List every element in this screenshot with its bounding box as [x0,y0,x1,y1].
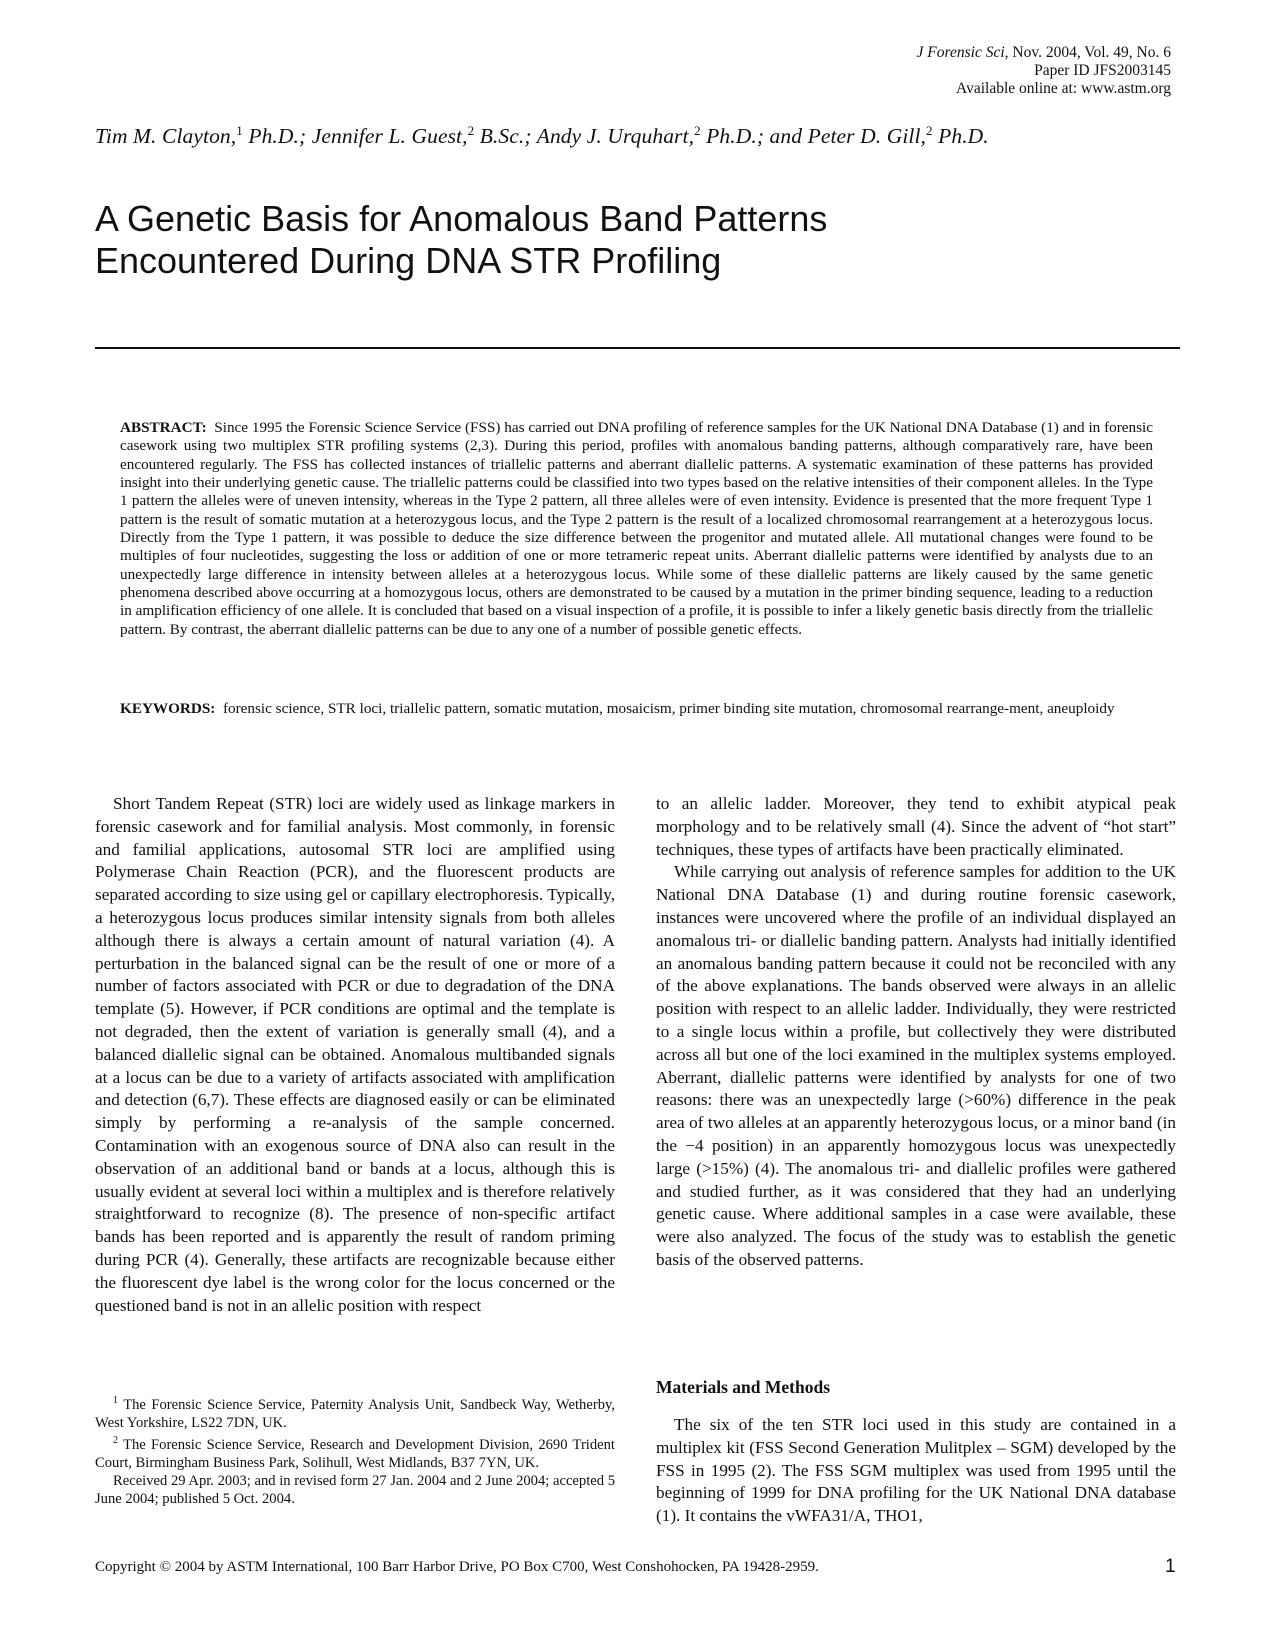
availability-note: Available online at: www.astm.org [956,80,1171,97]
footnotes [95,1392,615,1508]
copyright-notice: Copyright © 2004 by ASTM International, 100 Barr Harbor Drive, PO Box C700, West Conshohocken, PA 19428-2959. [95,1559,819,1575]
journal-issue: , Nov. 2004, Vol. 49, No. 6 [1004,44,1171,61]
author-1: Tim M. Clayton,$^1$ Ph.D.; [95,123,312,149]
author-2: Jennifer L. Guest,$^2$ B.Sc.; [311,123,537,149]
intro-paragraph-2: While carrying out analysis of reference samples for addition to the UK National DNA Database (1) and during routine forensic casework, instances were uncovered where the profile of an individual displayed an anomalous tri- or diallelic banding pattern. Analysts had initially identified an anomalous banding pattern because it could not be reconciled with any of the above explanations. The bands observed were always in an allelic position with respect to an allelic ladder. Individually, they were restricted to a single locus within a profile, but collectively they were distributed across all but one of the loci examined in the multiplex systems employed. Aberrant, diallelic patterns were identified by analysts for one of two reasons: there was an unexpectedly large (>60%) difference in the peak area of two alleles at an apparently heterozygous locus, or a minor band (in the −4 position) in an apparently homozygous locus was unexpectedly large (>15%) (4). The anomalous tri- and diallelic profiles were gathered and studied further, as it was considered that they had an underlying genetic cause. Where additional samples in a case were available, these were also analyzed. The focus of the study was to establish the genetic basis of the observed patterns. [656,862,1176,1269]
journal-name: J Forensic Sci [916,44,1005,61]
keywords [120,700,1153,718]
title-line-1: A Genetic Basis for Anomalous Band Patterns [95,198,828,239]
paper-id: Paper ID JFS2003145 [1034,62,1171,79]
body-column-right [656,793,1176,1272]
received-dates: Received 29 Apr. 2003; and in revised form 27 Jan. 2004 and 2 June 2004; accepted 5 June 2004; published 5 Oct. 2004. [95,1472,615,1507]
journal-header [917,44,1171,98]
intro-paragraph-1: Short Tandem Repeat (STR) loci are widely used as linkage markers in forensic casework and for familial analysis. Most commonly, in forensic and familial applications, autosomal STR loci are amplified using Polymerase Chain Reaction (PCR), and the fluorescent products are separated according to size using gel or capillary electrophoresis. Typically, a heterozygous locus produces similar intensity signals from both alleles although there is always a certain amount of natural variation (4). A perturbation in the balanced signal can be the result of one or more of a number of factors associated with PCR or due to degradation of the DNA template (5). However, if PCR conditions are optimal and the template is not degraded, then the extent of variation is generally small (4), and a balanced diallelic signal can be obtained. Anomalous multibanded signals at a locus can be due to a variety of artifacts associated with amplification and detection (6,7). These effects are diagnosed easily or can be eliminated simply by performing a re-analysis of the sample concerned. Contamination with an exogenous source of DNA also can result in the observation of an additional band or bands at a locus, although this is usually evident at several loci within a multiplex and is therefore relatively straightforward to recognize (8). The presence of non-specific artifact bands has been reported and is apparently the result of random priming during PCR (4). Generally, these artifacts are recognizable because either the fluorescent dye label is the wrong color for the locus concerned or the questioned band is not in an allelic position with respect [95,794,615,1315]
abstract [120,419,1153,639]
paper-title [95,198,1095,282]
footnote-2: $^2$ The Forensic Science Service, Research and Development Division, 2690 Trident Court, Birmingham Business Park, Solihull, West Midlands, B37 7YN, UK. [95,1434,615,1471]
section-heading-methods: Materials and Methods [656,1377,831,1397]
abstract-text: Since 1995 the Forensic Science Service (FSS) has carried out DNA profiling of reference samples for the UK National DNA Database (1) and in forensic casework using two multiplex STR profiling systems (2,3). During this period, profiles with anomalous banding patterns, although comparatively rare, have been encountered regularly. The FSS has collected instances of triallelic patterns and aberrant diallelic patterns. A systematic examination of these patterns has provided insight into their underlying genetic cause. The triallelic patterns could be classified into two types based on the relative intensities of their component alleles. In the Type 1 pattern the alleles were of uneven intensity, whereas in the Type 2 pattern, all three alleles were of even intensity. Evidence is presented that the more frequent Type 1 pattern is the result of somatic mutation at a heterozygous locus, and the Type 2 pattern is the result of a localized chromosomal rearrangement at a heterozygous locus. Directly from the Type 1 pattern, it was possible to deduce the size difference between the progenitor and mutated allele. All mutational changes were found to be multiples of four nucleotides, suggesting the loss or addition of one or more tetrameric repeat units. Aberrant diallelic patterns were identified by analysts due to an unexpectedly large difference in intensity between alleles at a heterozygous locus. While some of these diallelic patterns are likely caused by the same genetic phenomena described above occurring at a homozygous locus, others are demonstrated to be caused by a mutation in the primer binding sequence, leading to a reduction in amplification efficiency of one allele. It is concluded that based on a visual inspection of a profile, it is possible to infer a likely genetic basis directly from the triallelic pattern. By contrast, the aberrant diallelic patterns can be due to any one of a number of possible genetic effects. [120,419,1154,638]
title-line-2: Encountered During DNA STR Profiling [95,240,722,281]
author-4: Peter D. Gill,$^2$ Ph.D. [807,123,989,149]
page-number: 1 [1165,1556,1176,1577]
keywords-text: forensic science, STR loci, triallelic pattern, somatic mutation, mosaicism, primer binding site mutation, chromosomal rearrange-ment, aneuploidy [222,700,1115,717]
methods-paragraph-1: The six of the ten STR loci used in this study are contained in a multiplex kit (FSS Second Generation Mulitplex – SGM) developed by the FSS in 1995 (2). The FSS SGM multiplex was used from 1995 until the beginning of 1999 for DNA profiling for the UK National DNA database (1). It contains the vWFA31/A, THO1, [656,1415,1176,1526]
keywords-label: KEYWORDS: [120,700,216,717]
abstract-label: ABSTRACT: [120,419,207,436]
methods-column [656,1414,1176,1528]
body-column-left [95,793,615,1317]
author-3: Andy J. Urquhart,$^2$ Ph.D.; and [536,123,808,149]
journal-citation [917,44,1171,62]
title-divider [95,347,1180,349]
intro-paragraph-1-continued: to an allelic ladder. Moreover, they tend to exhibit atypical peak morphology and to be relatively small (4). Since the advent of “hot start” techniques, these types of artifacts have been practically eliminated. [656,794,1176,859]
author-list [95,123,989,149]
footnote-1: $^1$ The Forensic Science Service, Paternity Analysis Unit, Sandbeck Way, Wetherby, West Yorkshire, LS22 7DN, UK. [95,1395,615,1431]
